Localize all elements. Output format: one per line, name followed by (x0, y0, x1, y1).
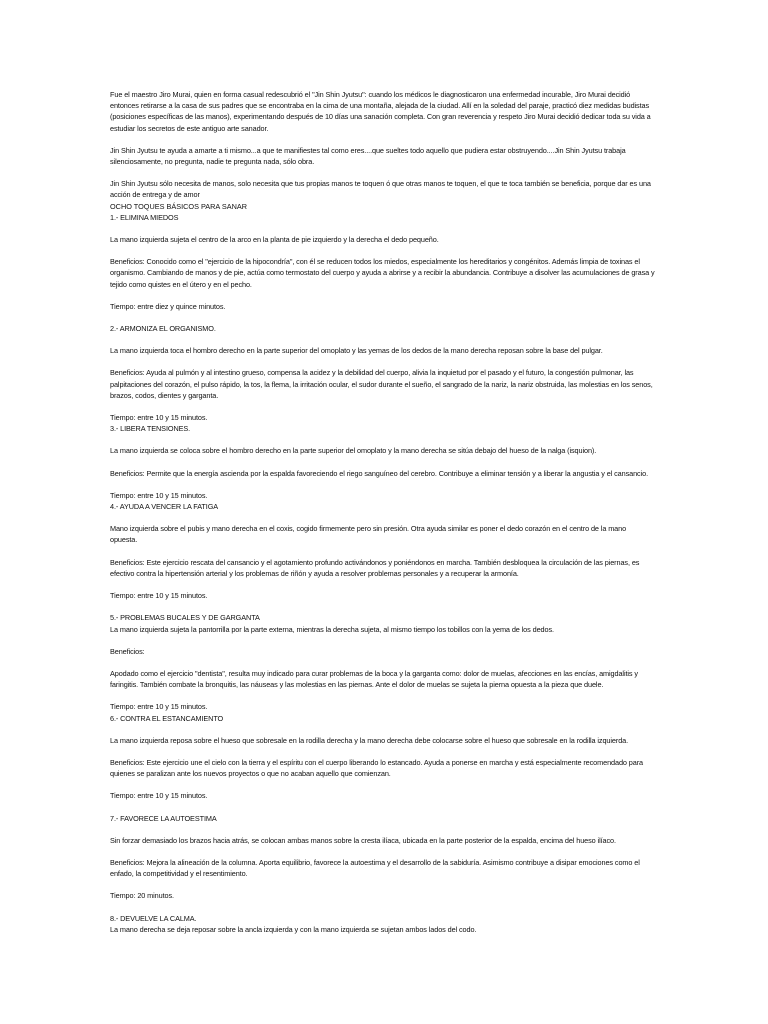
step-heading: 2.- ARMONIZA EL ORGANISMO. (110, 324, 216, 334)
step-heading: 6.- CONTRA EL ESTANCAMIENTO (110, 713, 224, 723)
step-instruction: La mano izquierda sujeta la pantorrilla por la parte externa, mientras la derecha sujeta, al mismo tiempo los tobillos con la yema de los dedos. (110, 624, 554, 634)
step-instruction: La mano izquierda sujeta el centro de la arco en la planta de pie izquierdo y la derecha el dedo pequeño. (110, 235, 439, 245)
step-benefits: Apodado como el ejercicio "dentista", resulta muy indicado para curar problemas de la boca y la garganta como: dolor de muelas, afecciones en las encías, amigdalitis y faringitis. También combate la bronquitis, las náuseas y las molestias en las piernas. Ante el dolor de muelas se sujeta la pierna opuesta a la pieza que duele. (110, 668, 638, 690)
step-benefits: Beneficios: Permite que la energía ascienda por la espalda favoreciendo el riego sanguíneo del cerebro. Contribuye a eliminar tensión y a liberar la angustia y el cansancio. (110, 468, 649, 478)
step-time: Tiempo: entre 10 y 15 minutos. (110, 791, 208, 801)
step-benefits: Beneficios: Este ejercicio une el cielo con la tierra y el espíritu con el cuerpo liberando lo estancado. Ayuda a ponerse en marcha y está especialmente recomendado para quienes se paralizan ante los nuevos proyectos o que no acaban aquello que comienzan. (110, 757, 643, 779)
section-title: OCHO TOQUES BÁSICOS PARA SANAR (110, 201, 248, 211)
step-instruction: La mano derecha se deja reposar sobre la ancla izquierda y con la mano izquierda se sujetan ambos lados del codo. (110, 924, 477, 934)
step-heading: 3.- LIBERA TENSIONES. (110, 424, 191, 434)
step-time: Tiempo: entre 10 y 15 minutos. (110, 591, 208, 601)
intro-paragraph: Fue el maestro Jiro Murai, quien en forma casual redescubrió el "Jin Shin Jyutsu": cuando los médicos le diagnosticaron una enfermedad incurable, Jiro Murai decidió entonces retirarse a la casa de sus padres que se encontraba en la cima de una montaña, alejada de la ciudad. Allí en la soledad del paraje, practicó diez medidas budistas (posiciones específicas de las manos), experimentando después de 10 días una sanación completa. Con gran reverencia y respeto Jiro Murai decidió dedicar toda su vida a estudiar los secretos de este antiguo arte sanador. (110, 90, 651, 133)
paragraph: Jin Shin Jyutsu te ayuda a amarte a ti mismo...a que te manifiestes tal como eres....que sueltes todo aquello que pudiera estar obstruyendo....Jin Shin Jyutsu trabaja silenciosamente, no pregunta, nadie te pregunta nada, sólo obra. (110, 145, 626, 167)
paragraph: Jin Shin Jyutsu sólo necesita de manos, solo necesita que tus propias manos te toquen ó que otras manos te toquen, el que te toca también se beneficia, porque dar es una acción de entrega y de amor (110, 179, 651, 200)
step-instruction: La mano izquierda reposa sobre el hueso que sobresale en la rodilla derecha y la mano derecha debe colocarse sobre el hueso que sobresale en la rodilla izquierda. (110, 735, 629, 745)
step-instruction: Mano izquierda sobre el pubis y mano derecha en el coxis, cogido firmemente pero sin presión. Otra ayuda similar es poner el dedo corazón en el centro de la mano opuesta. (110, 524, 627, 545)
step-benefits-label: Beneficios: (110, 646, 145, 656)
step-benefits: Beneficios: Conocido como el "ejercicio de la hipocondría", con él se reducen todos los miedos, especialmente los hereditarios y congénitos. Además limpia de toxinas el organismo. Cambiando de manos y de pie, actúa como termostato del cuerpo y ayuda a abrirse y a recibir la abundancia. Contribuye a disolver las acumulaciones de grasa y tejido como quistes en el útero y en el pecho. (110, 257, 655, 289)
step-instruction: Sin forzar demasiado los brazos hacia atrás, se colocan ambas manos sobre la cresta ilíaca, ubicada en la parte posterior de la espalda, encima del hueso ilíaco. (110, 835, 616, 845)
step-instruction: La mano izquierda toca el hombro derecho en la parte superior del omoplato y las yemas de los dedos de la mano derecha reposan sobre la base del pulgar. (110, 346, 603, 356)
step-heading: 4.- AYUDA A VENCER LA FATIGA (110, 502, 219, 512)
step-heading: 8.- DEVUELVE LA CALMA. (110, 913, 197, 923)
step-benefits: Beneficios: Este ejercicio rescata del cansancio y el agotamiento profundo activándonos y poniéndonos en marcha. También desbloquea la circulación de las piernas, es efectivo contra la hipertensión arterial y los problemas de riñón y ayuda a resolver problemas personales y a recuperar la armonía. (110, 557, 640, 578)
step-heading: 7.- FAVORECE LA AUTOESTIMA (110, 813, 217, 823)
step-benefits: Beneficios: Ayuda al pulmón y al intestino grueso, compensa la acidez y la debilidad del cuerpo, alivia la inquietud por el pasado y el futuro, la congestión pulmonar, las palpitaciones del corazón, el pulso rápido, la tos, la flema, la irritación ocular, el sudor durante el sueño, el sangrado de la nariz, la nariz obstruida, las molestias en los senos, brazos, codos, dientes y garganta. (110, 368, 653, 400)
document-body (110, 89, 655, 935)
step-heading: 1.- ELIMINA MIEDOS (110, 212, 179, 222)
step-time: Tiempo: entre 10 y 15 minutos. (110, 490, 208, 500)
step-time: Tiempo: 20 minutos. (110, 891, 174, 901)
step-time: Tiempo: entre 10 y 15 minutos. (110, 702, 208, 712)
step-benefits: Beneficios: Mejora la alineación de la columna. Aporta equilibrio, favorece la autoestima y el desarrollo de la sabiduría. Asimismo contribuye a disipar emociones como el enfado, la competitividad y el resentimiento. (110, 857, 640, 879)
step-heading: 5.- PROBLEMAS BUCALES Y DE GARGANTA (110, 613, 260, 623)
step-instruction: La mano izquierda se coloca sobre el hombro derecho en la parte superior del omoplato y la mano derecha se sitúa debajo del hueso de la nalga (isquion). (110, 446, 597, 456)
step-time: Tiempo: entre 10 y 15 minutos. (110, 413, 208, 423)
step-time: Tiempo: entre diez y quince minutos. (110, 301, 226, 311)
